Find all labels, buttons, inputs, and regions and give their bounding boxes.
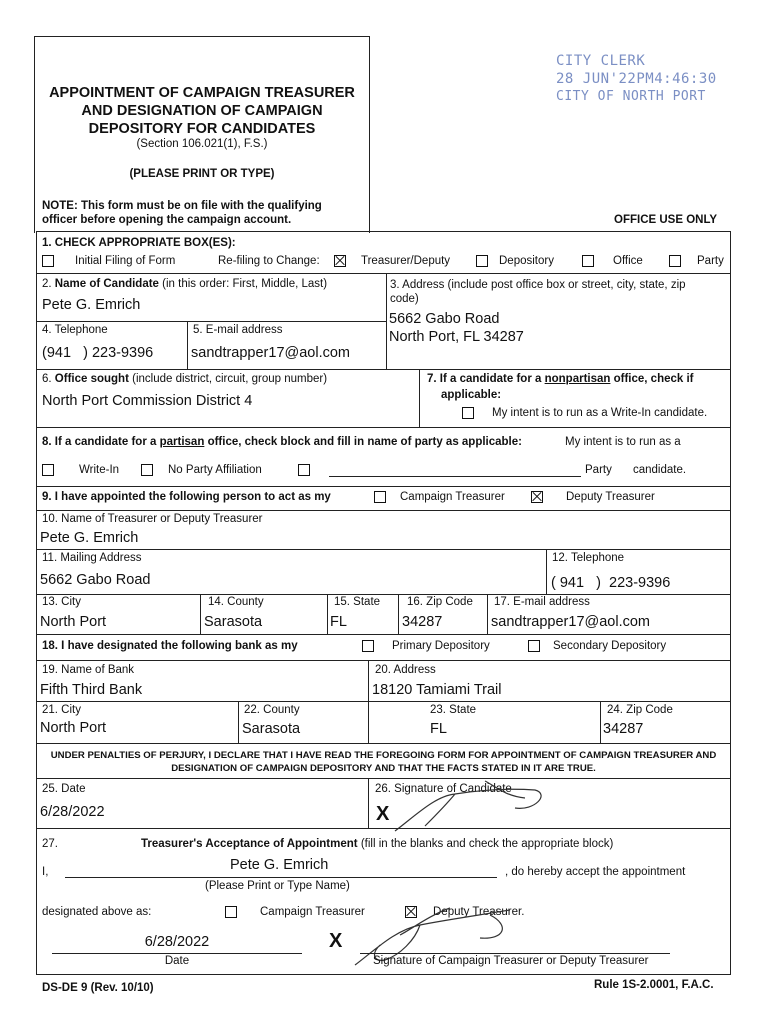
treasurer-county-value[interactable]: Sarasota	[204, 614, 263, 630]
acceptance-name-line	[65, 877, 497, 878]
section21-label: 21. City	[42, 704, 81, 716]
form-title	[38, 84, 366, 138]
party-name-line[interactable]	[329, 476, 581, 477]
section1-label: 1. CHECK APPROPRIATE BOX(ES):	[42, 237, 236, 249]
section24-label: 24. Zip Code	[607, 704, 673, 716]
section2-bold: Name of Candidate	[54, 278, 159, 290]
divider	[368, 701, 369, 743]
treasurer-email-value[interactable]: sandtrapper17@aol.com	[491, 614, 651, 630]
candidate-signature-x: X	[376, 803, 390, 825]
treasurer-telephone-value[interactable]: ( 941 ) 223-9396	[551, 575, 671, 591]
section9-label: 9. I have appointed the following person to act as my	[42, 491, 331, 503]
section13-label: 13. City	[42, 596, 81, 608]
section3-label	[390, 278, 686, 306]
divider	[37, 594, 730, 595]
section6-bold: Office sought	[54, 373, 129, 385]
section20-label: 20. Address	[375, 664, 436, 676]
bank-state-value[interactable]: FL	[430, 721, 447, 737]
section16-label: 16. Zip Code	[407, 596, 473, 608]
treasurer-deputy-label: Treasurer/Deputy	[361, 255, 451, 267]
primary-depository-label: Primary Depository	[392, 640, 490, 652]
title-line-3: DEPOSITORY FOR CANDIDATES	[88, 121, 316, 137]
section10-label: 10. Name of Treasurer or Deputy Treasurer	[42, 513, 263, 525]
signature-line	[360, 953, 670, 954]
divider	[238, 701, 239, 743]
bank-city-value[interactable]: North Port	[40, 720, 107, 736]
section27-num: 27.	[42, 838, 58, 850]
writein-nonpartisan-checkbox[interactable]	[462, 407, 474, 419]
title-line-2: AND DESIGNATION OF CAMPAIGN	[81, 103, 323, 119]
writein-nonpartisan-label: My intent is to run as a Write-In candidate.	[492, 407, 708, 419]
mailing-address-value[interactable]: 5662 Gabo Road	[40, 572, 151, 588]
divider	[546, 549, 547, 594]
office-label: Office	[613, 255, 643, 267]
candidate-name-value[interactable]: Pete G. Emrich	[42, 297, 141, 313]
treasurer-name-value[interactable]: Pete G. Emrich	[40, 530, 139, 546]
party-name-checkbox[interactable]	[298, 464, 310, 476]
section23-label: 23. State	[430, 704, 477, 716]
section8-underlined: partisan	[159, 436, 205, 448]
bank-zip-value[interactable]: 34287	[603, 721, 644, 737]
divider	[37, 778, 730, 779]
section2-label	[42, 278, 327, 290]
divider	[37, 273, 730, 274]
note-line-1: NOTE: This form must be on file with the qualifying	[42, 200, 322, 212]
candidate-suffix-label: candidate.	[633, 464, 687, 476]
section7-pre: 7. If a candidate for a	[427, 373, 542, 385]
divider	[37, 701, 730, 702]
party-checkbox[interactable]	[669, 255, 681, 267]
office-sought-value[interactable]: North Port Commission District 4	[42, 393, 253, 409]
note-line-2: officer before opening the campaign account.	[42, 214, 292, 226]
initial-filing-checkbox[interactable]	[42, 255, 54, 267]
treasurer-date-value[interactable]: 6/28/2022	[144, 934, 210, 950]
i-label: I,	[42, 866, 49, 878]
section8-post: office, check block and fill in name of party as applicable:	[207, 436, 522, 448]
clerk-stamp	[556, 52, 717, 106]
office-checkbox[interactable]	[582, 255, 594, 267]
divider	[386, 273, 387, 369]
accept-campaign-checkbox[interactable]	[225, 906, 237, 918]
section6-rest: (include district, circuit, group number)	[132, 373, 328, 385]
divider	[419, 369, 420, 427]
divider	[37, 549, 730, 550]
section7-post: office, check if	[613, 373, 694, 385]
treasurer-deputy-checkbox[interactable]	[334, 255, 346, 267]
accept-campaign-label: Campaign Treasurer	[260, 906, 365, 918]
divider	[37, 634, 730, 635]
stamp-line-1: CITY CLERK	[556, 53, 646, 69]
note-text	[42, 199, 372, 227]
divider	[200, 594, 201, 634]
section17-label: 17. E-mail address	[494, 596, 590, 608]
section-reference: (Section 106.021(1), F.S.)	[136, 138, 268, 150]
section5-label: 5. E-mail address	[193, 324, 283, 336]
perjury-line-2: DESIGNATION OF CAMPAIGN DEPOSITORY AND THAT THE FACTS STATED IN IT ARE TRUE.	[171, 763, 596, 774]
divider	[368, 660, 369, 701]
divider	[37, 427, 730, 428]
secondary-depository-checkbox[interactable]	[528, 640, 540, 652]
candidate-signature[interactable]	[385, 776, 555, 836]
divider	[187, 321, 188, 369]
perjury-line-1: UNDER PENALTIES OF PERJURY, I DECLARE THAT I HAVE READ THE FOREGOING FORM FOR APPOINTMENT OF CAMPAIGN TREASURER AND	[50, 750, 717, 761]
divider	[37, 486, 730, 487]
deputy-treasurer-checkbox[interactable]	[531, 491, 543, 503]
section27-title-rest: (fill in the blanks and check the appropriate block)	[360, 838, 614, 850]
divider	[37, 321, 386, 322]
section12-label: 12. Telephone	[552, 552, 625, 564]
print-note: (PLEASE PRINT OR TYPE)	[129, 168, 275, 180]
initial-filing-label: Initial Filing of Form	[75, 255, 176, 267]
date-label: Date	[164, 955, 190, 967]
section2-rest: (in this order: First, Middle, Last)	[162, 278, 328, 290]
depository-label: Depository	[499, 255, 554, 267]
divider	[37, 510, 730, 511]
section7-underlined: nonpartisan	[544, 373, 611, 385]
stamp-line-2: 28 JUN'22PM4:46:30	[556, 71, 717, 87]
section8-intent: My intent is to run as a	[565, 436, 681, 448]
address-line-2: North Port, FL 34287	[389, 329, 524, 345]
section6-num: 6.	[42, 373, 52, 385]
bank-name-value[interactable]: Fifth Third Bank	[40, 682, 143, 698]
accept-appointment-label: , do hereby accept the appointment	[505, 866, 686, 878]
divider	[600, 701, 601, 743]
secondary-depository-label: Secondary Depository	[553, 640, 667, 652]
npa-checkbox[interactable]	[141, 464, 153, 476]
deputy-treasurer-label: Deputy Treasurer	[566, 491, 655, 503]
perjury-statement	[37, 749, 730, 775]
treasurer-zip-value[interactable]: 34287	[402, 614, 443, 630]
divider	[37, 743, 730, 744]
section14-label: 14. County	[208, 596, 264, 608]
accept-deputy-label: Deputy Treasurer.	[433, 906, 525, 918]
refiling-label: Re-filing to Change:	[218, 255, 320, 267]
section2-num: 2.	[42, 278, 52, 290]
section7-applicable: applicable:	[441, 389, 502, 401]
section26-label: 26. Signature of Candidate	[375, 783, 512, 795]
rule-reference: Rule 1S-2.0001, F.A.C.	[594, 979, 714, 991]
office-use-only: OFFICE USE ONLY	[614, 214, 718, 226]
form-frame	[36, 231, 731, 975]
npa-label: No Party Affiliation	[168, 464, 262, 476]
print-name-label: (Please Print or Type Name)	[205, 880, 350, 892]
treasurer-city-value[interactable]: North Port	[40, 614, 107, 630]
party-suffix-label: Party	[585, 464, 612, 476]
depository-checkbox[interactable]	[476, 255, 488, 267]
designated-label: designated above as:	[42, 906, 152, 918]
divider	[487, 594, 488, 634]
section3-label-1: 3. Address (include post office box or street, city, state, zip	[390, 279, 686, 291]
telephone-value[interactable]: (941 ) 223-9396	[42, 345, 154, 361]
writein-partisan-checkbox[interactable]	[42, 464, 54, 476]
acceptance-name-value[interactable]: Pete G. Emrich	[230, 857, 329, 873]
section22-label: 22. County	[244, 704, 300, 716]
section15-label: 15. State	[334, 596, 381, 608]
divider	[327, 594, 328, 634]
divider	[37, 369, 730, 370]
section18-label: 18. I have designated the following bank as my	[42, 640, 298, 652]
form-id: DS-DE 9 (Rev. 10/10)	[42, 982, 154, 994]
section3-label-2: code)	[390, 293, 419, 305]
treasurer-signature-x: X	[329, 930, 343, 952]
title-line-1: APPOINTMENT OF CAMPAIGN TREASURER	[49, 85, 355, 101]
divider	[37, 660, 730, 661]
section4-label: 4. Telephone	[42, 324, 108, 336]
divider	[368, 778, 369, 828]
section25-label: 25. Date	[42, 783, 86, 795]
candidate-address-value[interactable]	[389, 310, 524, 346]
treasurer-state-value[interactable]: FL	[330, 614, 347, 630]
section7-label	[427, 373, 694, 385]
section27-title	[141, 838, 613, 850]
section8-pre: 8. If a candidate for a	[42, 436, 157, 448]
section11-label: 11. Mailing Address	[42, 552, 142, 564]
primary-depository-checkbox[interactable]	[362, 640, 374, 652]
bank-county-value[interactable]: Sarasota	[242, 721, 301, 737]
campaign-treasurer-checkbox[interactable]	[374, 491, 386, 503]
date-line	[52, 953, 302, 954]
address-line-1: 5662 Gabo Road	[389, 311, 500, 327]
divider	[398, 594, 399, 634]
stamp-line-3: CITY OF NORTH PORT	[556, 89, 706, 104]
section19-label: 19. Name of Bank	[42, 664, 135, 676]
section27-title-bold: Treasurer's Acceptance of Appointment	[141, 838, 358, 850]
divider	[37, 828, 730, 829]
treasurer-signature-label: Signature of Campaign Treasurer or Deputy Treasurer	[373, 955, 649, 967]
candidate-date-value[interactable]: 6/28/2022	[40, 804, 105, 820]
bank-address-value[interactable]: 18120 Tamiami Trail	[372, 682, 502, 698]
section6-label	[42, 373, 327, 385]
email-value[interactable]: sandtrapper17@aol.com	[191, 345, 351, 361]
party-label: Party	[697, 255, 724, 267]
campaign-treasurer-label: Campaign Treasurer	[400, 491, 505, 503]
writein-partisan-label: Write-In	[79, 464, 120, 476]
section8-label	[42, 436, 522, 448]
